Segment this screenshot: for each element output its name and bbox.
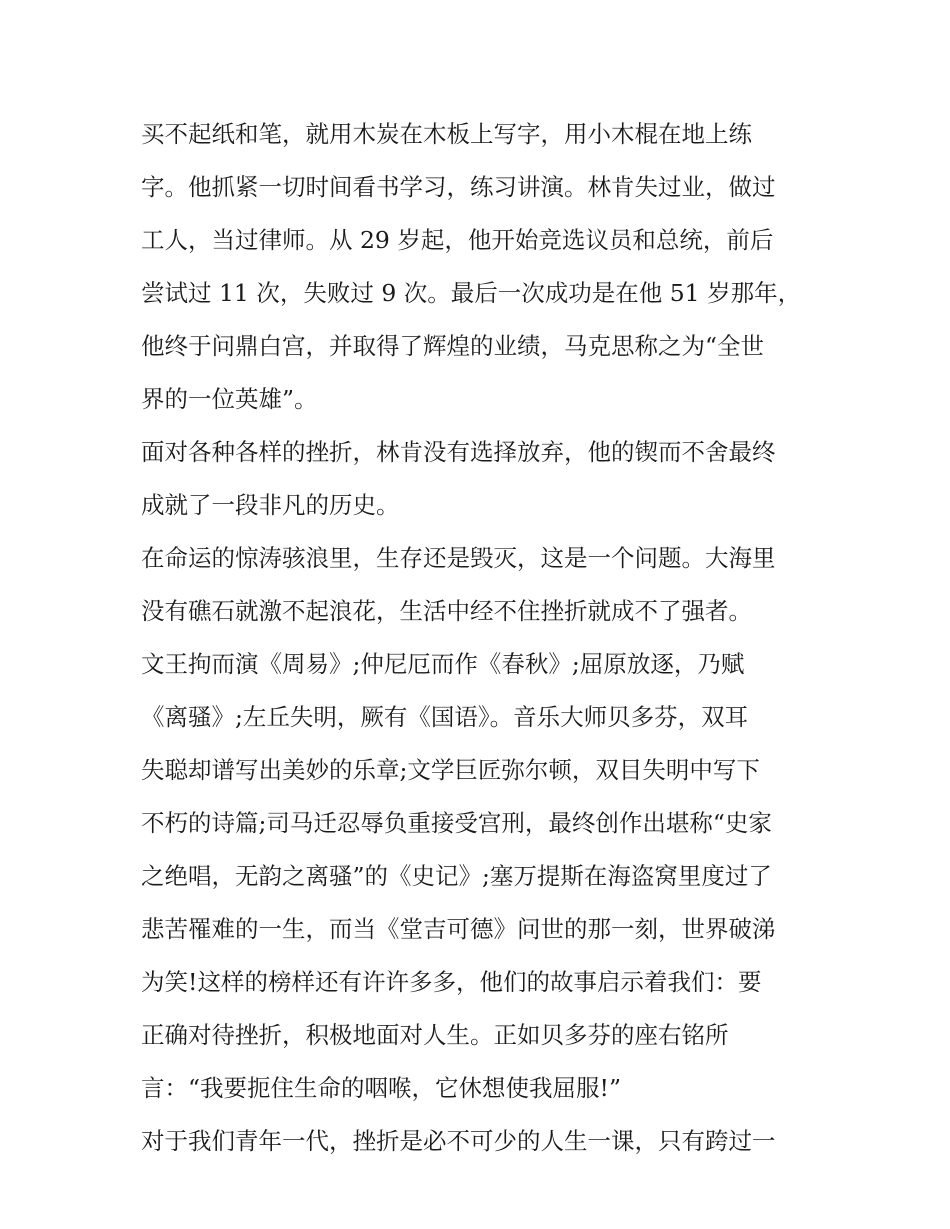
text-line: 他终于问鼎白宫，并取得了辉煌的业绩，马克思称之为“全世 xyxy=(141,332,765,360)
text-line: 失聪却谱写出美妙的乐章;文学巨匠弥尔顿，双目失明中写下 xyxy=(141,756,760,784)
text-line: 工人，当过律师。从 29 岁起，他开始竞选议员和总统，前后 xyxy=(141,226,774,254)
text-line: 在命运的惊涛骇浪里，生存还是毁灭，这是一个问题。大海里 xyxy=(141,544,776,572)
text-line: 面对各种各样的挫折，林肯没有选择放弃，他的锲而不舍最终 xyxy=(141,438,776,466)
text-line: 字。他抓紧一切时间看书学习，练习讲演。林肯失过业，做过 xyxy=(141,173,776,201)
text-line: 对于我们青年一代，挫折是必不可少的人生一课，只有跨过一 xyxy=(141,1127,776,1155)
text-line: 正确对待挫折，积极地面对人生。正如贝多芬的座右铭所 xyxy=(141,1021,729,1049)
text-line: 尝试过 11 次，失败过 9 次。最后一次成功是在他 51 岁那年， xyxy=(141,279,802,307)
document-body-text xyxy=(141,108,821,1168)
text-line: 成就了一段非凡的历史。 xyxy=(141,491,400,519)
text-line: 之绝唱，无韵之离骚”的《史记》;塞万提斯在海盗窝里度过了 xyxy=(141,862,772,890)
text-line: 为笑!这样的榜样还有许许多多，他们的故事启示着我们：要 xyxy=(141,968,762,996)
text-line: 买不起纸和笔，就用木炭在木板上写字，用小木棍在地上练 xyxy=(141,120,752,148)
text-line: 文王拘而演《周易》;仲尼厄而作《春秋》;屈原放逐，乃赋 xyxy=(141,650,745,678)
text-line: 不朽的诗篇;司马迁忍辱负重接受宫刑，最终创作出堪称“史家 xyxy=(141,809,772,837)
text-line: 言：“我要扼住生命的咽喉，它休想使我屈服!” xyxy=(141,1074,621,1102)
text-line: 界的一位英雄”。 xyxy=(141,385,318,413)
text-line: 《离骚》;左丘失明，厥有《国语》。音乐大师贝多芬，双耳 xyxy=(141,703,749,731)
text-line: 没有礁石就激不起浪花，生活中经不住挫折就成不了强者。 xyxy=(141,597,752,625)
text-line: 悲苦罹难的一生，而当《堂吉可德》问世的那一刻，世界破涕 xyxy=(141,915,776,943)
